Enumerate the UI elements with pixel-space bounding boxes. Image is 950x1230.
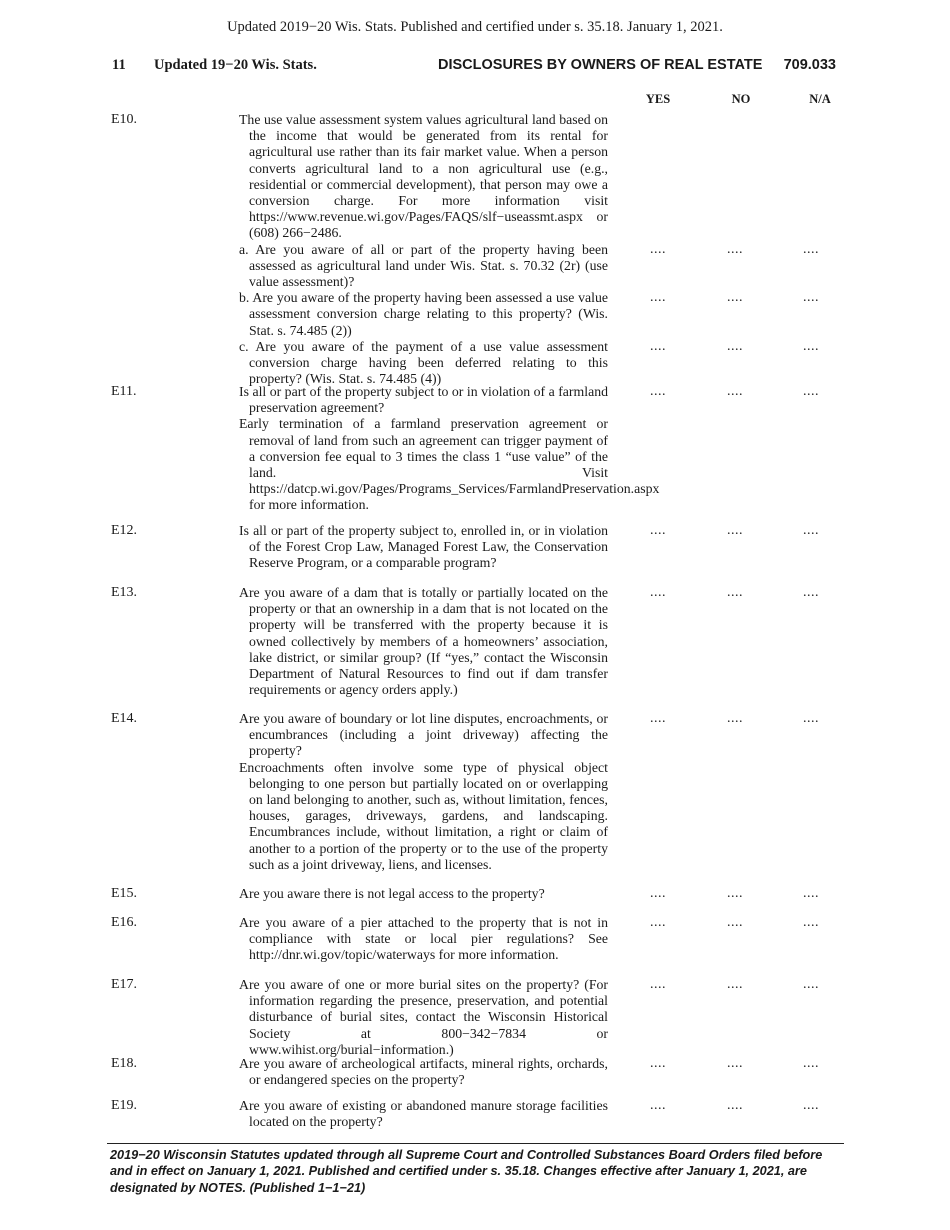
item-text <box>239 977 608 1058</box>
item-paragraph: Are you aware of a pier attached to the property that is not in compliance with state or local pier regulations? See http://dnr.wi.gov/topic/waterways for more information. <box>239 915 608 963</box>
item-question-b: b. Are you aware of the property having been assessed a use value assessment conversion charge relating to this property? (Wis. Stat. s. 74.485 (2)) <box>239 290 608 338</box>
answer-na[interactable]: .... <box>803 1056 819 1071</box>
item-text <box>239 915 608 964</box>
page-header <box>112 57 836 77</box>
answer-na[interactable]: .... <box>803 977 819 992</box>
answer-na[interactable]: .... <box>803 523 819 538</box>
item-label: E18. <box>111 1056 138 1071</box>
item-text <box>239 1056 608 1088</box>
item-paragraph: The use value assessment system values agricultural land based on the income that would be generated from its rental for agricultural use rather than its fair market value. When a person converts agricultural land to a non agricultural use (e.g., residential or commercial development), that person may owe a conversion charge. For more information visit https://www.revenue.wi.gov/Pages/FAQS/slf−useassmt.aspx or (608) 266−2486. <box>239 112 608 241</box>
item-paragraph: Is all or part of the property subject to, enrolled in, or in violation of the Forest Crop Law, Managed Forest Law, the Conservation Reserve Program, or a comparable program? <box>239 523 608 571</box>
answer-yes[interactable]: .... <box>650 1098 666 1113</box>
item-label: E19. <box>111 1098 138 1113</box>
answer-na[interactable]: .... <box>803 915 819 930</box>
answer-no[interactable]: .... <box>727 1098 743 1113</box>
answer-no-c[interactable]: .... <box>727 339 743 354</box>
column-header-yes: YES <box>645 92 671 106</box>
answer-yes[interactable]: .... <box>650 915 666 930</box>
item-paragraph: Are you aware of existing or abandoned manure storage facilities located on the property? <box>239 1098 608 1130</box>
answer-na-c[interactable]: .... <box>803 339 819 354</box>
item-question-c: c. Are you aware of the payment of a use value assessment conversion charge having been deferred relating to this property? (Wis. Stat. s. 74.485 (4)) <box>239 338 608 387</box>
item-label: E10. <box>111 112 138 127</box>
answer-yes[interactable]: .... <box>650 711 666 726</box>
item-question-a: a. Are you aware of all or part of the property having been assessed as agricultural land under Wis. Stat. s. 70.32 (2r) (use value assessment)? <box>239 241 608 290</box>
item-text <box>239 384 660 514</box>
answer-no[interactable]: .... <box>727 523 743 538</box>
item-label: E11. <box>111 384 137 399</box>
page-number: 11 <box>112 57 126 73</box>
item-label: E15. <box>111 886 138 901</box>
item-text <box>239 1098 608 1130</box>
publication-banner: Updated 2019−20 Wis. Stats. Published and certified under s. 35.18. January 1, 2021. <box>227 19 723 35</box>
item-label: E13. <box>111 585 138 600</box>
answer-na-b[interactable]: .... <box>803 290 819 305</box>
answer-no[interactable]: .... <box>727 384 743 399</box>
answer-no-b[interactable]: .... <box>727 290 743 305</box>
item-text <box>239 711 608 873</box>
item-paragraph: Is all or part of the property subject to or in violation of a farmland preservation agreement? <box>239 384 608 416</box>
answer-na[interactable]: .... <box>803 711 819 726</box>
column-header-no: NO <box>731 92 751 106</box>
answer-no-a[interactable]: .... <box>727 242 743 257</box>
answer-no[interactable]: .... <box>727 977 743 992</box>
item-text <box>239 112 608 387</box>
item-paragraph: Are you aware of one or more burial sites on the property? (For information regarding the presence, preservation, and potential disturbance of burial sites, contact the Wisconsin Historical Society at 800−342−7834 or www.wihist.org/burial−information.) <box>239 977 608 1057</box>
answer-no[interactable]: .... <box>727 1056 743 1071</box>
answer-no[interactable]: .... <box>727 886 743 901</box>
answer-no[interactable]: .... <box>727 915 743 930</box>
item-paragraph: Are you aware of a dam that is totally or partially located on the property or that an ownership in a dam that is not located on the property will be transferred with the property because it is owned collectively by members of a homeowners’ association, lake district, or similar group? (If “yes,” contact the Wisconsin Department of Natural Resources to find out if dam transfer requirements or agency orders apply.) <box>239 585 608 698</box>
item-label: E12. <box>111 523 138 538</box>
answer-na[interactable]: .... <box>803 585 819 600</box>
answer-yes[interactable]: .... <box>650 886 666 901</box>
answer-yes[interactable]: .... <box>650 585 666 600</box>
answer-yes[interactable]: .... <box>650 523 666 538</box>
answer-na-a[interactable]: .... <box>803 242 819 257</box>
footer-note: 2019−20 Wisconsin Statutes updated through all Supreme Court and Controlled Substances Board Orders filed before and in effect on January 1, 2021. Published and certified under s. 35.18. Changes effective after January 1, 2021, are designated by NOTES. (Published 1−1−21) <box>110 1148 823 1195</box>
answer-na[interactable]: .... <box>803 886 819 901</box>
item-text <box>239 886 608 902</box>
item-paragraph: Are you aware of archeological artifacts, mineral rights, orchards, or endangered species on the property? <box>239 1056 608 1088</box>
item-paragraph: Are you aware of boundary or lot line disputes, encroachments, or encumbrances (including a joint driveway) affecting the property? <box>239 711 608 759</box>
item-text <box>239 585 608 698</box>
item-label: E17. <box>111 977 138 992</box>
footer-divider <box>107 1143 844 1144</box>
answer-na[interactable]: .... <box>803 1098 819 1113</box>
answer-yes[interactable]: .... <box>650 977 666 992</box>
answer-na[interactable]: .... <box>803 384 819 399</box>
page-title: DISCLOSURES BY OWNERS OF REAL ESTATE <box>438 57 763 73</box>
item-paragraph: Are you aware there is not legal access to the property? <box>239 886 545 901</box>
header-updated: Updated 19−20 Wis. Stats. <box>154 57 317 73</box>
item-paragraph: Encroachments often involve some type of physical object belonging to one person but partially located on or overlapping on land belonging to another, such as, without limitation, fences, houses, garages, driveways, gardens, and landscaping. Encumbrances include, without limitation, a right or claim of another to a portion of the property or to the use of the property such as a joint driveway, liens, and licenses. <box>239 759 608 872</box>
answer-yes[interactable]: .... <box>650 1056 666 1071</box>
answer-yes[interactable]: .... <box>650 384 666 399</box>
column-header-na: N/A <box>809 92 831 106</box>
answer-yes-b[interactable]: .... <box>650 290 666 305</box>
answer-yes-a[interactable]: .... <box>650 242 666 257</box>
answer-no[interactable]: .... <box>727 711 743 726</box>
section-number: 709.033 <box>783 57 836 73</box>
item-text <box>239 523 608 572</box>
item-label: E16. <box>111 915 138 930</box>
item-label: E14. <box>111 711 138 726</box>
answer-yes-c[interactable]: .... <box>650 339 666 354</box>
item-paragraph: Early termination of a farmland preservation agreement or removal of land from such an agreement can trigger payment of a conversion fee equal to 3 times the class 1 “use value” of the land. Visit https://datcp.wi.gov/Pages/Programs_Services/FarmlandPreservation.aspx for more information. <box>239 416 660 513</box>
answer-no[interactable]: .... <box>727 585 743 600</box>
